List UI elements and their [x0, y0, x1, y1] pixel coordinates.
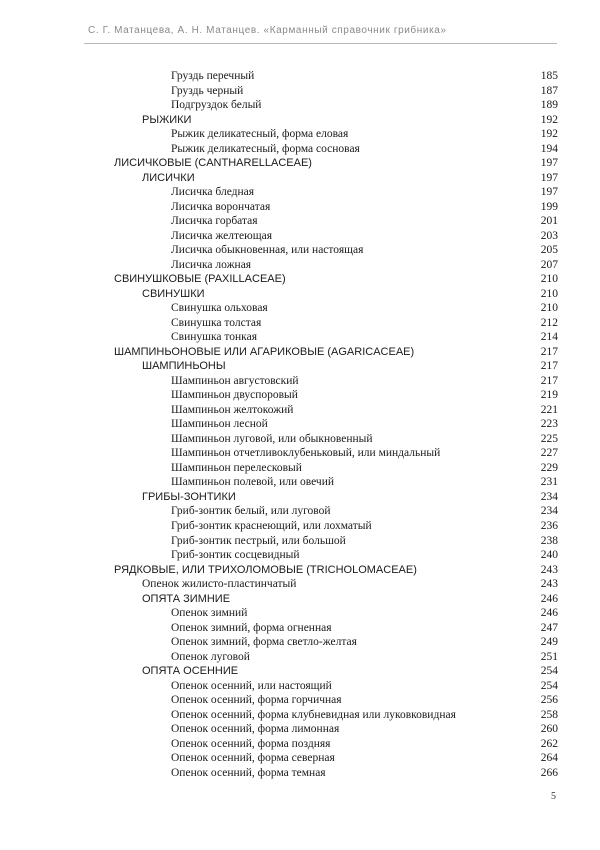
toc-entry-page: 238: [540, 534, 558, 547]
toc-entry-title: Шампиньон августовский: [171, 374, 299, 387]
toc-entry-title: Шампиньон луговой, или обыкновенный: [171, 432, 373, 445]
toc-entry-page: 254: [540, 679, 558, 692]
toc-entry-page: 205: [540, 244, 558, 257]
toc-entry-title: Шампиньон полевой, или овечий: [171, 476, 335, 489]
toc-entry-page: 231: [540, 476, 558, 489]
toc-entry-page: 227: [540, 447, 558, 460]
toc-entry-title: Рыжик деликатесный, форма еловая: [171, 128, 349, 141]
toc-entry-title: ШАМПИНЬОНОВЫЕ ИЛИ АГАРИКОВЫЕ (AGARICACEAE): [114, 345, 415, 358]
toc-entry-page: 264: [540, 752, 558, 765]
toc-entry-title: Опенок зимний: [171, 607, 248, 620]
toc-entry: [0, 374, 600, 389]
toc-entry-title: Шампиньон двуспоровый: [171, 389, 298, 402]
toc-entry-title: Опенок жилисто-пластинчатый: [142, 578, 297, 591]
toc-entry: [0, 345, 600, 360]
toc-entry: [0, 113, 600, 128]
toc-entry: [0, 229, 600, 244]
toc-entry: [0, 548, 600, 563]
toc-entry: [0, 766, 600, 781]
toc-entry-title: ЛИСИЧКИ: [142, 171, 195, 184]
toc-entry: [0, 504, 600, 519]
toc-entry: [0, 156, 600, 171]
toc-entry-title: ГРИБЫ-ЗОНТИКИ: [142, 490, 236, 503]
toc-entry: [0, 461, 600, 476]
toc-entry-title: Рыжик деликатесный, форма сосновая: [171, 142, 360, 155]
toc-entry: [0, 708, 600, 723]
toc-entry-title: Лисичка обыкновенная, или настоящая: [171, 244, 364, 257]
toc-entry: [0, 171, 600, 186]
toc-entry-page: 203: [540, 229, 558, 242]
toc-entry: [0, 679, 600, 694]
toc-entry: [0, 432, 600, 447]
toc-entry: [0, 185, 600, 200]
header-divider: [84, 43, 557, 44]
toc-entry-title: ОПЯТА ОСЕННИЕ: [142, 665, 239, 678]
toc-entry-page: 258: [540, 708, 558, 721]
toc-entry: [0, 316, 600, 331]
toc-entry-page: 210: [540, 287, 558, 300]
toc-entry-title: Лисичка желтеющая: [171, 229, 272, 242]
toc-entry-page: 225: [540, 432, 558, 445]
toc-entry: [0, 359, 600, 374]
toc-entry-page: 217: [540, 360, 558, 373]
toc-entry-page: 240: [540, 549, 558, 562]
toc-entry: [0, 475, 600, 490]
toc-entry-title: ЛИСИЧКОВЫЕ (CANTHARELLACEAE): [114, 157, 312, 170]
toc-entry-page: 192: [540, 128, 558, 141]
toc-entry-page: 199: [540, 200, 558, 213]
toc-entry-page: 243: [540, 563, 558, 576]
toc-entry: [0, 519, 600, 534]
toc-entry-page: 185: [540, 70, 558, 82]
toc-entry: [0, 635, 600, 650]
toc-entry-title: Подгруздок белый: [171, 99, 262, 112]
toc-entry-title: Груздь перечный: [171, 70, 255, 82]
toc-entry-title: ШАМПИНЬОНЫ: [142, 360, 226, 373]
table-of-contents: [0, 69, 600, 780]
toc-entry-page: 197: [540, 157, 558, 170]
toc-entry-page: 251: [540, 650, 558, 663]
toc-entry-page: 192: [540, 113, 558, 126]
toc-entry: [0, 490, 600, 505]
toc-entry-page: 246: [540, 607, 558, 620]
toc-entry: [0, 200, 600, 215]
toc-entry: [0, 243, 600, 258]
toc-entry-title: Груздь черный: [171, 84, 244, 97]
toc-entry: [0, 287, 600, 302]
toc-entry: [0, 606, 600, 621]
toc-entry-title: Свинушка ольховая: [171, 302, 268, 315]
page-number: 5: [551, 791, 556, 802]
toc-entry-title: Опенок луговой: [171, 650, 250, 663]
toc-entry-page: 234: [540, 505, 558, 518]
toc-entry-title: РЯДКОВЫЕ, ИЛИ ТРИХОЛОМОВЫЕ (TRICHOLOMACEAE): [114, 563, 417, 576]
toc-entry-title: Опенок осенний, форма горчичная: [171, 694, 342, 707]
toc-entry-title: СВИНУШКИ: [142, 287, 205, 300]
toc-entry: [0, 592, 600, 607]
toc-entry-page: 219: [540, 389, 558, 402]
toc-entry-page: 256: [540, 694, 558, 707]
toc-entry-title: СВИНУШКОВЫЕ (PAXILLACEAE): [114, 273, 286, 286]
toc-entry: [0, 446, 600, 461]
toc-entry: [0, 301, 600, 316]
toc-entry-page: 229: [540, 461, 558, 474]
toc-entry: [0, 84, 600, 99]
toc-entry-page: 194: [540, 142, 558, 155]
toc-entry-title: ОПЯТА ЗИМНИЕ: [142, 592, 231, 605]
toc-entry-page: 223: [540, 418, 558, 431]
toc-entry: [0, 142, 600, 157]
toc-entry: [0, 388, 600, 403]
toc-entry: [0, 737, 600, 752]
toc-entry-page: 214: [540, 331, 558, 344]
toc-entry-title: Шампиньон лесной: [171, 418, 268, 431]
toc-entry-title: Опенок осенний, форма северная: [171, 752, 335, 765]
toc-entry: [0, 403, 600, 418]
toc-entry-page: 247: [540, 621, 558, 634]
toc-entry: [0, 650, 600, 665]
toc-entry-page: 236: [540, 519, 558, 532]
toc-entry: [0, 563, 600, 578]
toc-entry-page: 210: [540, 273, 558, 286]
toc-entry-title: Лисичка ворончатая: [171, 200, 271, 213]
toc-entry: [0, 577, 600, 592]
toc-entry-title: Гриб-зонтик краснеющий, или лохматый: [171, 519, 372, 532]
toc-entry-title: Лисичка бледная: [171, 186, 255, 199]
toc-entry: [0, 127, 600, 142]
toc-entry-page: 234: [540, 490, 558, 503]
toc-entry-page: 243: [540, 578, 558, 591]
toc-entry: [0, 417, 600, 432]
toc-entry-title: Опенок осенний, форма лимонная: [171, 723, 340, 736]
toc-entry: [0, 258, 600, 273]
toc-entry: [0, 69, 600, 84]
toc-entry-title: Опенок зимний, форма светло-желтая: [171, 636, 357, 649]
toc-entry-title: Гриб-зонтик сосцевидный: [171, 549, 300, 562]
toc-entry: [0, 534, 600, 549]
toc-entry: [0, 693, 600, 708]
toc-entry-title: Опенок осенний, форма поздняя: [171, 737, 331, 750]
running-header: С. Г. Матанцева, А. Н. Матанцев. «Карманный справочник грибника»: [88, 25, 447, 36]
toc-entry-page: 260: [540, 723, 558, 736]
toc-entry-page: 210: [540, 302, 558, 315]
toc-entry-page: 197: [540, 186, 558, 199]
toc-entry-page: 201: [540, 215, 558, 228]
toc-entry-page: 217: [540, 374, 558, 387]
toc-entry: [0, 722, 600, 737]
toc-entry-title: Опенок осенний, форма клубневидная или луковковидная: [171, 708, 456, 721]
toc-entry-title: Опенок осенний, или настоящий: [171, 679, 332, 692]
toc-entry-page: 221: [540, 403, 558, 416]
toc-entry-page: 189: [540, 99, 558, 112]
toc-entry: [0, 98, 600, 113]
toc-entry-title: Гриб-зонтик пестрый, или большой: [171, 534, 346, 547]
toc-entry-page: 217: [540, 345, 558, 358]
toc-entry-title: Лисичка ложная: [171, 258, 252, 271]
toc-entry-title: Свинушка толстая: [171, 316, 262, 329]
toc-entry-title: Шампиньон желтокожий: [171, 403, 294, 416]
toc-entry-page: 266: [540, 766, 558, 779]
toc-entry: [0, 621, 600, 636]
toc-entry-page: 254: [540, 665, 558, 678]
toc-entry-page: 187: [540, 84, 558, 97]
toc-entry-page: 246: [540, 592, 558, 605]
toc-entry: [0, 214, 600, 229]
toc-entry-title: Шампиньон перелесковый: [171, 461, 302, 474]
toc-entry-title: Лисичка горбатая: [171, 215, 258, 228]
toc-entry-page: 262: [540, 737, 558, 750]
toc-entry-title: Свинушка тонкая: [171, 331, 257, 344]
toc-entry-title: РЫЖИКИ: [142, 113, 192, 126]
toc-entry: [0, 272, 600, 287]
toc-entry-page: 197: [540, 171, 558, 184]
toc-entry-page: 212: [540, 316, 558, 329]
toc-entry: [0, 330, 600, 345]
toc-entry-page: 207: [540, 258, 558, 271]
toc-entry-title: Гриб-зонтик белый, или луговой: [171, 505, 331, 518]
toc-entry: [0, 664, 600, 679]
toc-entry-title: Опенок зимний, форма огненная: [171, 621, 332, 634]
toc-entry: [0, 751, 600, 766]
toc-entry-title: Опенок осенний, форма темная: [171, 766, 326, 779]
toc-entry-title: Шампиньон отчетливоклубеньковый, или миндальный: [171, 447, 441, 460]
toc-entry-page: 249: [540, 636, 558, 649]
